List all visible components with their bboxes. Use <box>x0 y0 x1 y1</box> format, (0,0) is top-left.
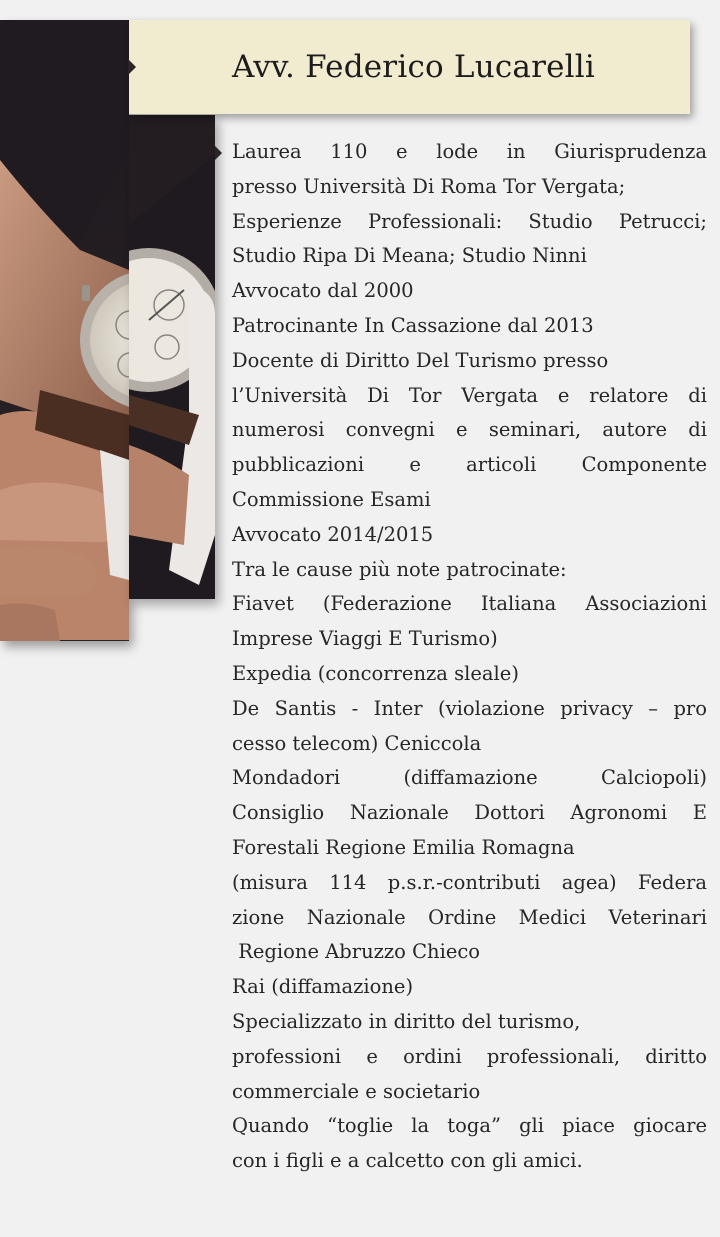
bio-line: presso Università Di Roma Tor Vergata; <box>232 174 626 198</box>
wristwatch-image <box>0 20 129 641</box>
wristwatch-image-extension <box>129 115 215 599</box>
bio-line: Imprese Viaggi E Turismo) <box>232 627 498 651</box>
bio-line: Esperienze Professionali: Studio Petrucci; <box>232 209 707 233</box>
wristwatch-photo <box>0 20 129 641</box>
bio-line: pubblicazioni e articoli Componente <box>232 453 707 477</box>
bio-line: Consiglio Nazionale Dottori Agronomi E <box>232 801 707 825</box>
bio-line: zione Nazionale Ordine Medici Veterinari <box>232 905 707 929</box>
page-title: Avv. Federico Lucarelli <box>231 49 596 85</box>
bio-line: numerosi convegni e seminari, autore di <box>232 418 707 442</box>
bio-line: Regione Abruzzo Chieco <box>232 940 481 964</box>
bio-line: Laurea 110 e lode in Giurisprudenza <box>232 140 707 163</box>
bio-line: con i figli e a calcetto con gli amici. <box>232 1149 583 1173</box>
bio-line: Docente di Diritto Del Turismo presso <box>232 348 609 372</box>
bio-line: Rai (diffamazione) <box>232 975 414 999</box>
bio-line: Specializzato in diritto del turismo, <box>232 1009 581 1033</box>
bio-line: Expedia (concorrenza sleale) <box>232 661 519 685</box>
bio-arrow-icon <box>215 146 222 160</box>
bio-line: Studio Ripa Di Meana; Studio Ninni <box>232 244 587 268</box>
bio-line: Patrocinante In Cassazione dal 2013 <box>232 313 594 337</box>
bio-line: Mondadori (diffamazione Calciopoli) <box>232 766 707 790</box>
banner-arrow-icon <box>128 59 136 75</box>
bio-line: Tra le cause più note patrocinate: <box>232 557 567 581</box>
bio-line: Forestali Regione Emilia Romagna <box>232 835 575 859</box>
bio-line: De Santis - Inter (violazione privacy – pro <box>232 696 707 720</box>
wristwatch-photo-extension <box>129 115 215 599</box>
bio-line: Fiavet (Federazione Italiana Associazioni <box>232 592 707 616</box>
bio-line: professioni e ordini professionali, diritto <box>232 1044 707 1068</box>
bio-line: Avvocato dal 2000 <box>232 279 414 303</box>
bio-line: Avvocato 2014/2015 <box>232 522 434 546</box>
bio-line: l’Università Di Tor Vergata e relatore di <box>232 383 707 407</box>
bio-line: commerciale e societario <box>232 1079 481 1103</box>
name-banner <box>129 20 690 114</box>
bio-line: (misura 114 p.s.r.-contributi agea) Federa <box>232 870 707 894</box>
bio-line: Commissione Esami <box>232 487 431 511</box>
bio-line: cesso telecom) Ceniccola <box>232 731 482 755</box>
bio-line: Quando “toglie la toga” gli piace giocare <box>232 1114 707 1138</box>
bio-text <box>232 135 707 1179</box>
